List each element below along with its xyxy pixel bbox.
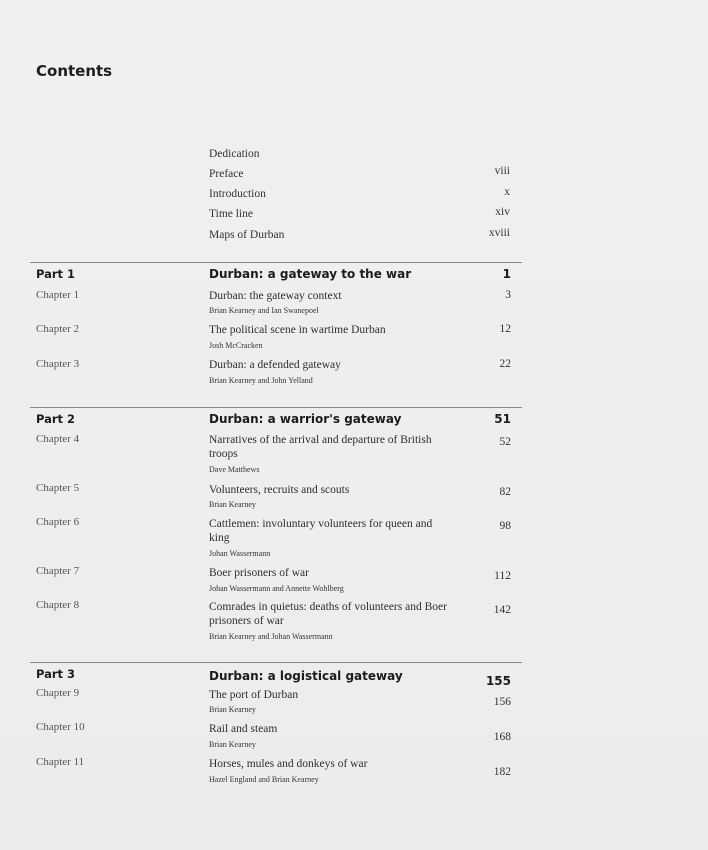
chapter-label: Chapter 3 [36,358,80,370]
section-rule [30,407,522,408]
page-title: Contents [36,62,113,80]
front-matter-page: xviii [488,227,510,239]
chapter-author: Brian Kearney [209,500,256,509]
front-matter-label: Preface [209,168,244,180]
chapter-page: 52 [499,436,511,448]
chapter-page: 22 [499,358,511,370]
chapter-title: Cattlemen: involuntary volunteers for queen and king [209,518,433,544]
chapter-label: Chapter 7 [36,565,80,577]
chapter-label: Chapter 9 [36,687,80,699]
chapter-label: Chapter 10 [36,721,85,733]
chapter-title: Boer prisoners of war [209,567,309,579]
chapter-label: Chapter 11 [36,756,85,768]
chapter-title: Volunteers, recruits and scouts [209,484,350,496]
chapter-title: Narratives of the arrival and departure of British troops [209,434,432,460]
chapter-page: 3 [505,289,511,301]
section-rule [30,662,522,663]
chapter-author: Johan Wassermann and Annette Wohlberg [209,584,344,593]
chapter-title: The political scene in wartime Durban [209,324,386,336]
part-label: Part 2 [36,412,76,426]
chapter-label: Chapter 1 [36,289,80,301]
front-matter-page: viii [494,165,510,177]
chapter-page: 142 [493,604,511,616]
chapter-author: Dave Matthews [209,465,260,474]
front-matter-page: x [504,186,510,198]
front-matter-label: Dedication [209,148,260,160]
chapter-title: Comrades in quietus: deaths of volunteers and Boer prisoners of war [209,601,447,627]
front-matter-label: Time line [209,208,253,220]
chapter-author: Hazel England and Brian Kearney [209,775,319,784]
chapter-title: Durban: the gateway context [209,290,342,302]
part-title: Durban: a warrior's gateway [209,412,402,426]
part-page: 1 [502,267,511,281]
chapter-label: Chapter 2 [36,323,80,335]
chapter-label: Chapter 8 [36,599,80,611]
front-matter-page: xiv [495,206,510,218]
chapter-label: Chapter 5 [36,482,80,494]
chapter-label: Chapter 6 [36,516,80,528]
chapter-author: Brian Kearney and Ian Swanepoel [209,306,319,315]
chapter-page: 82 [499,486,511,498]
chapter-page: 182 [493,766,511,778]
chapter-author: Brian Kearney and John Yelland [209,376,313,385]
chapter-title: Horses, mules and donkeys of war [209,758,368,770]
chapter-page: 168 [493,731,511,743]
part-title: Durban: a gateway to the war [209,267,412,281]
chapter-title: Durban: a defended gateway [209,359,341,371]
chapter-author: Josh McCracken [209,341,263,350]
chapter-page: 98 [499,520,511,532]
chapter-label: Chapter 4 [36,433,80,445]
section-rule [30,262,522,263]
part-title: Durban: a logistical gateway [209,669,403,683]
front-matter-label: Introduction [209,188,266,200]
chapter-page: 112 [494,570,511,582]
chapter-author: Brian Kearney and Johan Wassermann [209,632,333,641]
part-page: 155 [485,674,511,688]
chapter-title: Rail and steam [209,723,278,735]
chapter-page: 156 [493,696,511,708]
front-matter-label: Maps of Durban [209,229,285,241]
chapter-author: Brian Kearney [209,705,256,714]
part-label: Part 3 [36,667,76,681]
chapter-page: 12 [499,323,511,335]
part-page: 51 [494,412,511,426]
chapter-author: Brian Kearney [209,740,256,749]
part-label: Part 1 [36,267,76,281]
chapter-author: Johan Wassermann [209,549,271,558]
chapter-title: The port of Durban [209,689,299,701]
